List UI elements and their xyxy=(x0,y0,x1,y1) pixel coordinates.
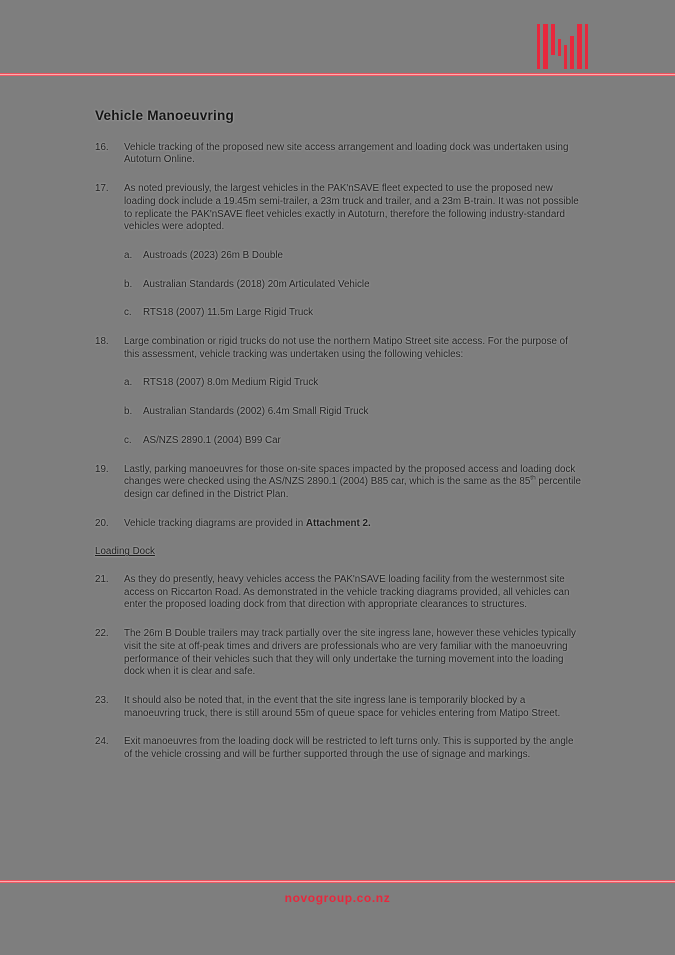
paragraph-text: As noted previously, the largest vehicles in the PAK'nSAVE fleet expected to use the proposed new loading dock include a 19.45m semi-trailer, a 23m truck and trailer, and a 23m B-train. It was not possible to replicate the PAK'nSAVE fleet vehicles exactly in Autoturn, therefore the following industry-standard vehicles were adopted. xyxy=(124,183,579,233)
numbered-paragraph xyxy=(95,336,582,361)
paragraph-number: 20. xyxy=(95,517,109,529)
novo-group-logo-icon xyxy=(537,24,589,69)
numbered-paragraph xyxy=(95,736,582,761)
page-title: Vehicle Manoeuvring xyxy=(95,108,235,123)
paragraph-text: Large combination or rigid trucks do not use the northern Matipo Street site access. For the purpose of this assessment, vehicle tracking was undertaken using the following vehicles: xyxy=(124,336,568,360)
item-letter: b. xyxy=(124,406,133,418)
numbered-paragraph xyxy=(95,574,582,612)
paragraph-number: 22. xyxy=(95,628,109,640)
numbered-paragraph xyxy=(95,695,582,720)
lettered-item xyxy=(124,406,582,419)
item-text: RTS18 (2007) 8.0m Medium Rigid Truck xyxy=(143,377,319,389)
paragraph-number: 17. xyxy=(95,183,109,195)
lettered-item xyxy=(124,279,582,292)
numbered-paragraph xyxy=(95,464,582,502)
item-letter: c. xyxy=(124,307,132,319)
item-letter: a. xyxy=(124,249,133,261)
footer-website-link[interactable]: novogroup.co.nz xyxy=(284,891,391,905)
item-letter: c. xyxy=(124,434,132,446)
paragraph-text-segment: Vehicle tracking diagrams are provided in xyxy=(124,517,306,529)
numbered-paragraph xyxy=(95,183,582,234)
lettered-item xyxy=(124,377,582,390)
paragraph-text: The 26m B Double trailers may track partially over the site ingress lane, however these vehicles typically visit the site at off-peak times and drivers are professionals who are very familiar with the manoeuvring performance of their vehicles such that they will only undertake the turning movement into the loading dock when it is clear and safe. xyxy=(124,628,576,678)
logo-bar xyxy=(585,24,588,69)
paragraph-text-segment: percentile design car defined in the District Plan. xyxy=(124,476,581,500)
item-text: RTS18 (2007) 11.5m Large Rigid Truck xyxy=(143,307,314,319)
paragraph-text: As they do presently, heavy vehicles access the PAK'nSAVE loading facility from the westernmost site access on Riccarton Road. As demonstrated in the vehicle tracking diagrams provided, all vehicles can enter the proposed loading dock from that direction with appropriate clearances to structures. xyxy=(124,574,570,611)
logo-bar xyxy=(564,45,567,69)
item-text: Australian Standards (2018) 20m Articulated Vehicle xyxy=(143,278,370,290)
logo-bar xyxy=(570,36,574,69)
logo-bar xyxy=(537,24,540,69)
item-text: Austroads (2023) 26m B Double xyxy=(143,249,283,261)
lettered-item xyxy=(124,435,582,448)
paragraph-number: 18. xyxy=(95,336,109,348)
item-letter: a. xyxy=(124,377,133,389)
logo-bar xyxy=(551,24,555,55)
paragraph-text xyxy=(124,518,582,531)
document-content xyxy=(95,110,582,778)
item-text: AS/NZS 2890.1 (2004) B99 Car xyxy=(143,434,281,446)
paragraph-number: 24. xyxy=(95,736,109,748)
header-divider xyxy=(0,73,675,76)
paragraph-number: 21. xyxy=(95,574,109,586)
paragraph-text-segment: Lastly, parking manoeuvres for those on-site spaces impacted by the proposed access and loading dock changes were checked using the AS/NZS 2890.1 (2004) B85 car, which is the same as the 85 xyxy=(124,463,576,488)
paragraph-number: 23. xyxy=(95,694,109,706)
paragraph-text xyxy=(124,464,582,502)
logo-bar xyxy=(558,39,561,56)
lettered-item xyxy=(124,307,582,320)
numbered-paragraph xyxy=(95,142,582,167)
paragraph-text: Exit manoeuvres from the loading dock will be restricted to left turns only. This is supported by the angle of the vehicle crossing and will be further supported through the use of signage and markings. xyxy=(124,736,574,761)
numbered-paragraph xyxy=(95,628,582,679)
item-letter: b. xyxy=(124,278,133,290)
item-text: Australian Standards (2002) 6.4m Small Rigid Truck xyxy=(143,406,369,418)
attachment-reference: Attachment 2. xyxy=(305,517,371,529)
logo-bar xyxy=(577,24,582,69)
superscript-th: th xyxy=(530,474,536,482)
lettered-item xyxy=(124,250,582,263)
paragraph-text: Vehicle tracking of the proposed new site access arrangement and loading dock was undertaken using Autoturn Online. xyxy=(124,141,569,166)
footer-divider xyxy=(0,880,675,883)
paragraph-number: 19. xyxy=(95,463,109,475)
section-subheading: Loading Dock xyxy=(95,546,155,558)
paragraph-text: It should also be noted that, in the event that the site ingress lane is temporarily blocked by a manoeuvring truck, there is still around 55m of queue space for vehicles entering from Matipo Street. xyxy=(124,694,561,719)
paragraph-number: 16. xyxy=(95,141,109,153)
logo-bar xyxy=(543,24,548,69)
numbered-paragraph xyxy=(95,518,582,531)
